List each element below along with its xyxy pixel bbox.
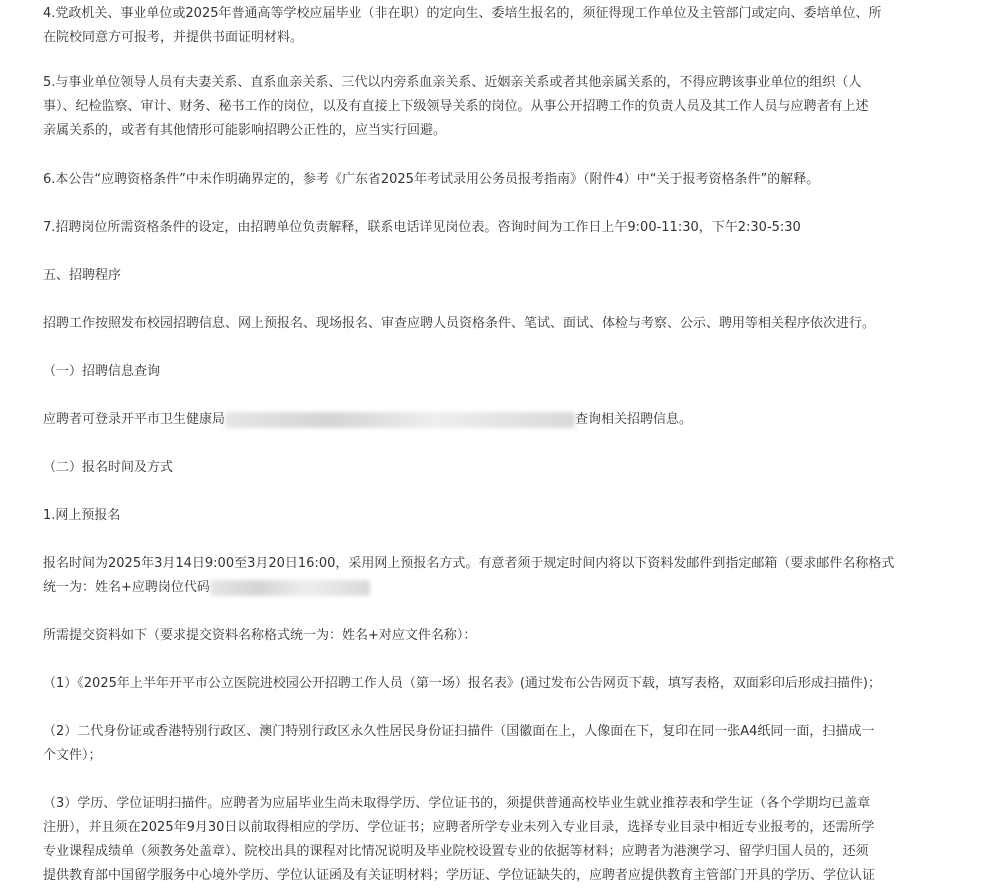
required-materials-heading: 所需提交资料如下（要求提交资料名称格式统一为：姓名+对应文件名称）： [43, 628, 477, 643]
procedure-paragraph: 招聘工作按照发布校园招聘信息、网上预报名、现场报名、审查应聘人员资格条件、笔试、面试、体检与考察、公示、聘用等相关程序依次进行。 [43, 316, 876, 331]
paragraph-item-6: 6.本公告“应聘资格条件”中未作明确界定的，参考《广东省2025年考试录用公务员报考指南》（附件4）中“关于报考资格条件”的解释。 [43, 172, 820, 187]
registration-line-2: 统一为：姓名+应聘岗位代码 [43, 580, 210, 595]
registration-line-1: 报名时间为2025年3月14日9:00至3月20日16:00，采用网上预报名方式。有意者须于规定时间内将以下资料发邮件到指定邮箱（要求邮件名称格式 [43, 556, 895, 571]
redacted-email-format [210, 580, 370, 596]
subheading-registration-time: （二）报名时间及方式 [43, 460, 174, 475]
subheading-online-registration: 1.网上预报名 [43, 508, 121, 523]
material-item-2: （2）二代身份证或香港特别行政区、澳门特别行政区永久性居民身份证扫描件（国徽面在上，人像面在下，复印在同一张A4纸同一面，扫描成一 个文件）； [43, 724, 875, 763]
registration-time-paragraph [43, 552, 943, 600]
material-item-1: （1）《2025年上半年开平市公立医院进校园公开招聘工作人员（第一场）报名表》(通过发布公告网页下载，填写表格，双面彩印后形成扫描件)； [43, 676, 881, 691]
info-query-text-start: 应聘者可登录开平市卫生健康局 [43, 412, 226, 427]
subheading-info-query: （一）招聘信息查询 [43, 364, 161, 379]
paragraph-item-4: 4.党政机关、事业单位或2025年普通高等学校应届毕业（非在职）的定向生、委培生报名的，须征得现工作单位及主管部门或定向、委培单位、所 在院校同意方可报考，并提供书面证明材料。 [43, 6, 882, 45]
paragraph-item-5: 5.与事业单位领导人员有夫妻关系、直系血亲关系、三代以内旁系血亲关系、近姻亲关系或者其他亲属关系的，不得应聘该事业单位的组织（人 事）、纪检监察、审计、财务、秘书工作的岗位，以及有直接上下级领导关系的岗位。从事公开招聘工作的负责人员及其工作人员与应聘者有上述 亲属关系的，或者有其他情形可能影响招聘公正性的，应当实行回避。 [43, 75, 869, 138]
info-query-paragraph [43, 408, 943, 432]
section-heading-procedure: 五、招聘程序 [43, 268, 122, 283]
material-item-3: （3）学历、学位证明扫描件。应聘者为应届毕业生尚未取得学历、学位证书的，须提供普通高校毕业生就业推荐表和学生证（各个学期均已盖章 注册），并且须在2025年9月30日以前取得相应的学历、学位证书；应聘者所学专业未列入专业目录，选择专业目录中相近专业报考的，还需所学 专业课程成绩单（须教务处盖章）、院校出具的课程对比情况说明及毕业院校设置专业的依据等材料；应聘者为港澳学习、留学归国人员的，还须 提供教育部中国留学服务中心境外学历、学位认证函及有关证明材料；学历证、学位证缺失的，应聘者应提供教育主管部门开具的学历、学位认证 [43, 796, 876, 883]
info-query-text-end: 查询相关招聘信息。 [575, 412, 693, 427]
paragraph-item-7: 7.招聘岗位所需资格条件的设定，由招聘单位负责解释，联系电话详见岗位表。咨询时间为工作日上午9:00-11:30，下午2:30-5:30 [43, 220, 801, 235]
redacted-website [225, 412, 575, 428]
